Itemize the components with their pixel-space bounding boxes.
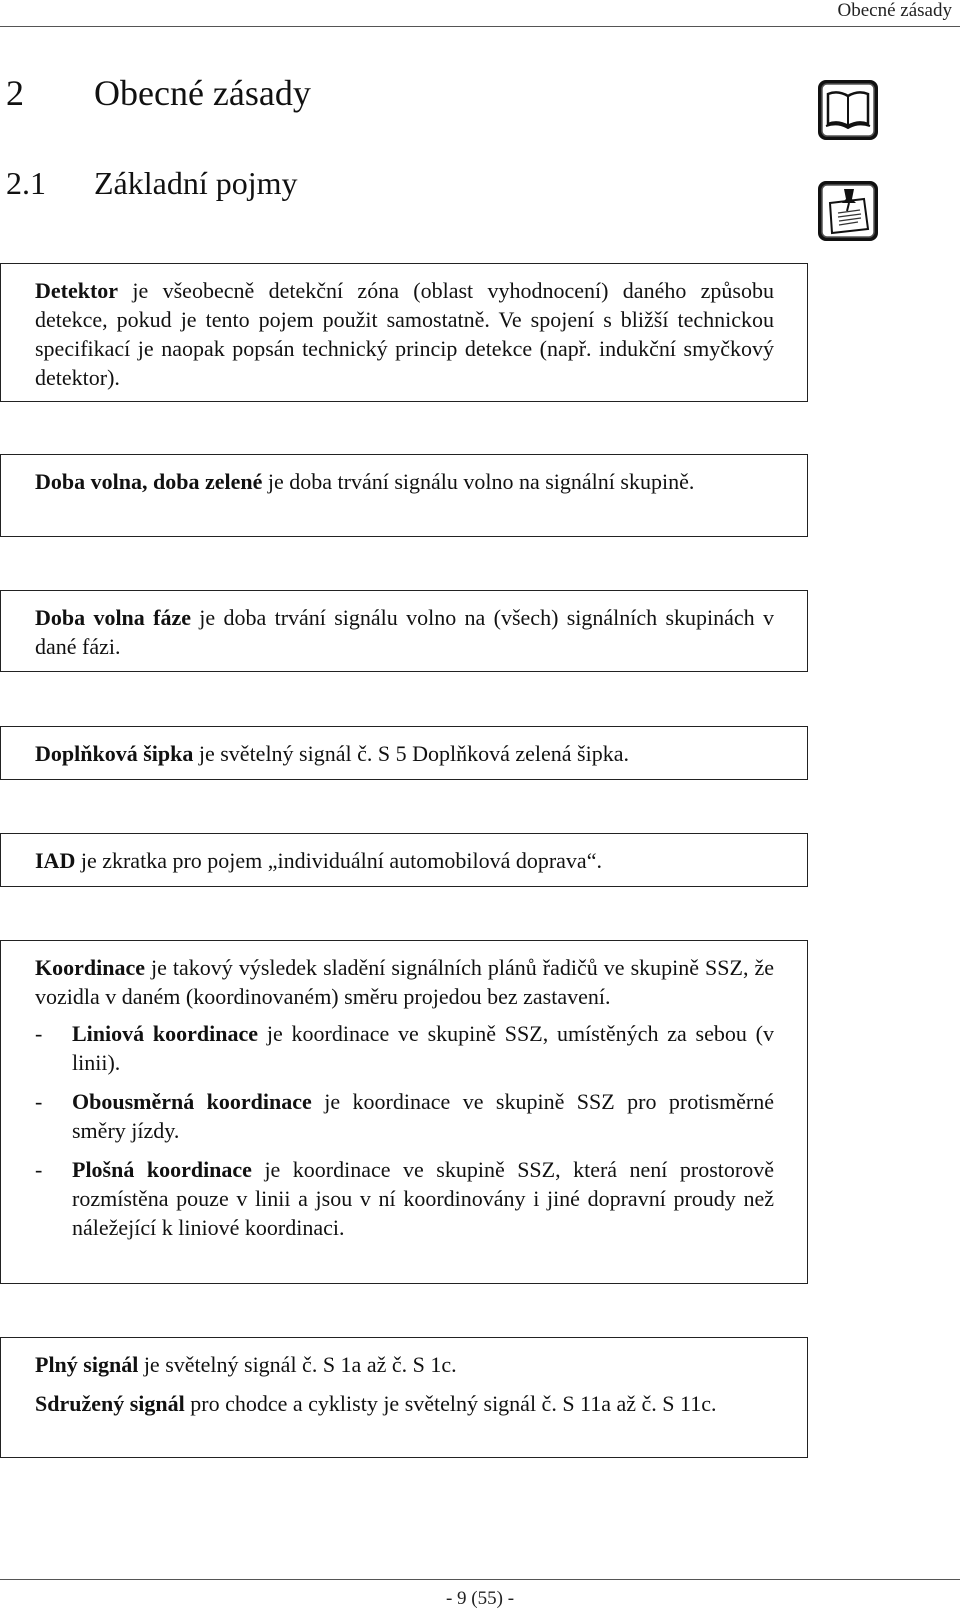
term: Plošná koordinace <box>72 1157 252 1182</box>
term: Obousměrná koordinace <box>72 1089 312 1114</box>
term: Plný signál <box>35 1352 139 1377</box>
section-heading <box>6 165 298 202</box>
description: je zkratka pro pojem „individuální automobilová doprava“. <box>75 848 602 873</box>
definition-text <box>35 276 774 392</box>
list-dash: - <box>35 1021 43 1046</box>
description: je světelný signál č. S 5 Doplňková zelená šipka. <box>193 741 629 766</box>
term: Sdružený signál <box>35 1391 185 1416</box>
list-dash: - <box>35 1157 43 1182</box>
description: je doba trvání signálu volno na (všech) signálních skupinách v dané fázi. <box>35 605 774 659</box>
definition-text <box>35 1350 774 1379</box>
description: je koordinace ve skupině SSZ pro protisměrné směry jízdy. <box>72 1089 774 1143</box>
definition-text <box>35 1389 774 1418</box>
chapter-number: 2 <box>6 73 24 113</box>
chapter-title: Obecné zásady <box>94 73 311 113</box>
term: Koordinace <box>35 955 145 980</box>
book-icon <box>818 80 878 140</box>
section-number: 2.1 <box>6 165 46 201</box>
definition-doba-volna <box>0 454 808 537</box>
running-header: Obecné zásady <box>837 0 952 21</box>
description: je světelný signál č. S 1a až č. S 1c. <box>138 1352 457 1377</box>
definition-iad <box>0 833 808 887</box>
description: je takový výsledek sladění signálních plánů řadičů ve skupině SSZ, že vozidla v daném (koordinovaném) směru projedou bez zastavení. <box>35 955 774 1009</box>
definition-text <box>35 953 774 1011</box>
page-number: - 9 (55) - <box>445 1588 515 1609</box>
description: je koordinace ve skupině SSZ, umístěných za sebou (v linii). <box>72 1021 774 1075</box>
definition-detektor <box>0 263 808 402</box>
term: IAD <box>35 848 76 873</box>
list-dash: - <box>35 1089 43 1114</box>
definition-text <box>35 739 774 768</box>
list-item <box>35 1087 774 1145</box>
chapter-heading <box>6 72 311 114</box>
footer-rule <box>0 1579 960 1580</box>
definition-text <box>35 846 774 875</box>
header-rule <box>0 26 960 27</box>
term: Liniová koordinace <box>72 1021 259 1046</box>
definition-signaly <box>0 1337 808 1458</box>
description: pro chodce a cyklisty je světelný signál č. S 11a až č. S 11c. <box>184 1391 717 1416</box>
definition-doplnkova-sipka <box>0 726 808 780</box>
section-title: Základní pojmy <box>94 165 298 201</box>
list-item <box>35 1019 774 1077</box>
description: je koordinace ve skupině SSZ, která není prostorově rozmístěna pouze v linii a jsou v ní koordinovány i jiné dopravní proudy než náležející k liniové koordinaci. <box>72 1157 774 1240</box>
term: Doba volna fáze <box>35 605 191 630</box>
description: je doba trvání signálu volno na signální skupině. <box>262 469 695 494</box>
list-item <box>35 1155 774 1242</box>
term: Detektor <box>35 278 119 303</box>
description: je všeobecně detekční zóna (oblast vyhodnocení) daného způsobu detekce, pokud je tento pojem použit samostatně. Ve spojení s bližší technickou specifikací je naopak popsán technický princip detekce (např. indukční smyčkový detektor). <box>35 278 774 390</box>
definition-koordinace <box>0 940 808 1284</box>
definition-text <box>35 603 774 661</box>
pinned-note-icon <box>818 181 878 241</box>
definition-doba-volna-faze <box>0 590 808 672</box>
koordinace-types-list <box>35 1019 774 1242</box>
definition-text <box>35 467 774 496</box>
term: Doplňková šipka <box>35 741 194 766</box>
term: Doba volna, doba zelené <box>35 469 263 494</box>
